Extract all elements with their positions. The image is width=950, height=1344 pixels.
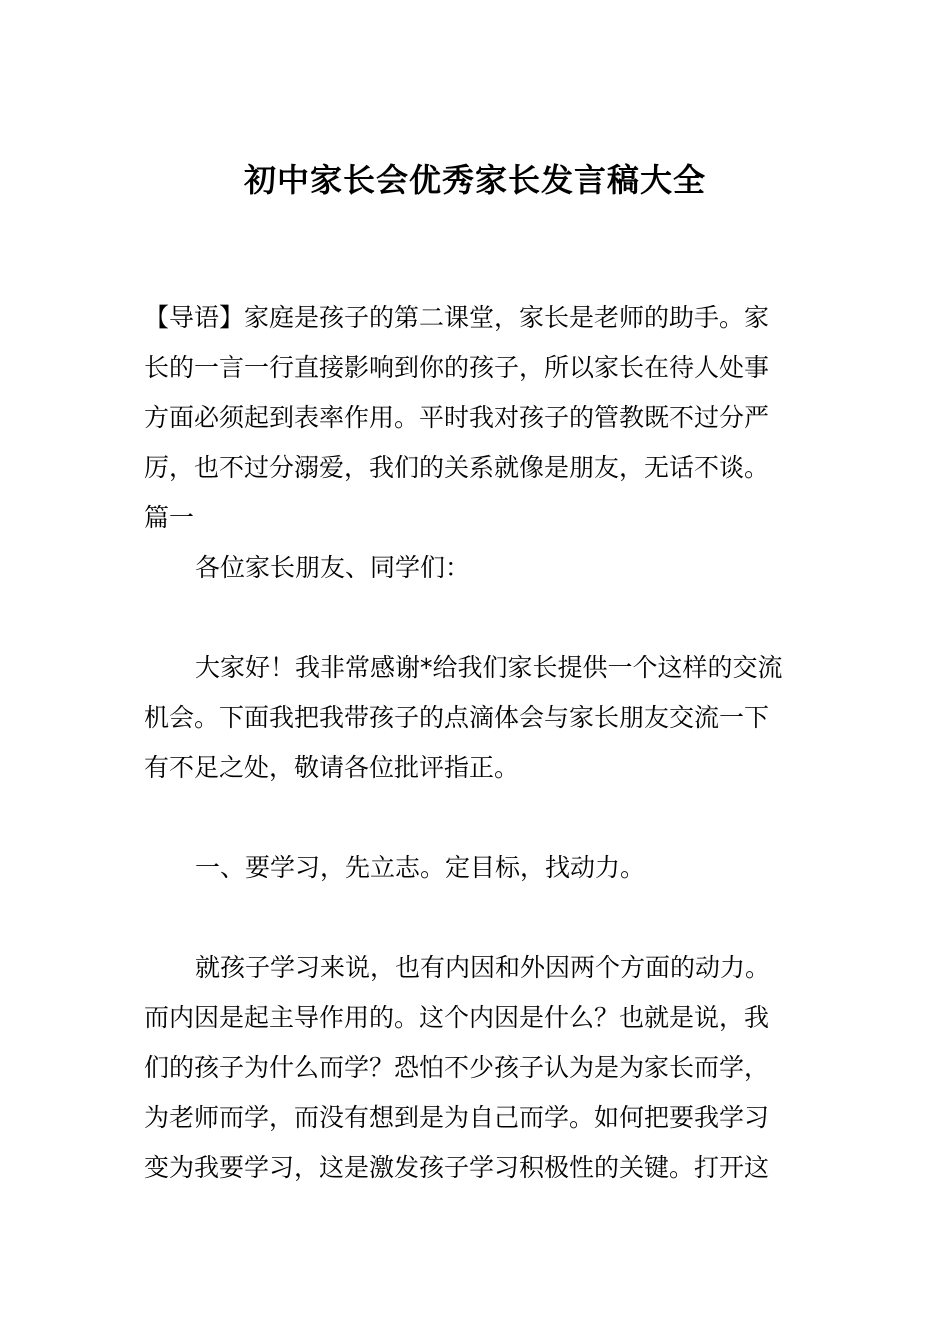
document-title: 初中家长会优秀家长发言稿大全 xyxy=(243,161,706,199)
section-heading: 篇一 xyxy=(144,503,195,532)
text-line: 们的孩子为什么而学？恐怕不少孩子认为是为家长而学， xyxy=(144,1053,770,1082)
text-line: 有不足之处，敬请各位批评指正。 xyxy=(144,753,520,782)
subheading: 一、要学习，先立志。定目标，找动力。 xyxy=(195,853,646,882)
text-line: 变为我要学习，这是激发孩子学习积极性的关键。打开这 xyxy=(144,1153,770,1182)
text-line: 长的一言一行直接影响到你的孩子，所以家长在待人处事 xyxy=(144,353,770,382)
text-line: 机会。下面我把我带孩子的点滴体会与家长朋友交流一下 xyxy=(144,703,770,732)
text-line: 为老师而学，而没有想到是为自己而学。如何把要我学习 xyxy=(144,1103,770,1132)
text-line: 而内因是起主导作用的。这个内因是什么？也就是说，我 xyxy=(144,1003,770,1032)
salutation: 各位家长朋友、同学们： xyxy=(195,553,471,582)
text-line: 方面必须起到表率作用。平时我对孩子的管教既不过分严 xyxy=(144,403,770,432)
text-line: 【导语】家庭是孩子的第二课堂，家长是老师的助手。家 xyxy=(144,303,770,332)
text-line: 就孩子学习来说，也有内因和外因两个方面的动力。 xyxy=(195,953,771,982)
text-line: 厉，也不过分溺爱，我们的关系就像是朋友，无话不谈。 xyxy=(144,453,770,482)
text-line: 大家好！我非常感谢*给我们家长提供一个这样的交流 xyxy=(195,653,783,682)
